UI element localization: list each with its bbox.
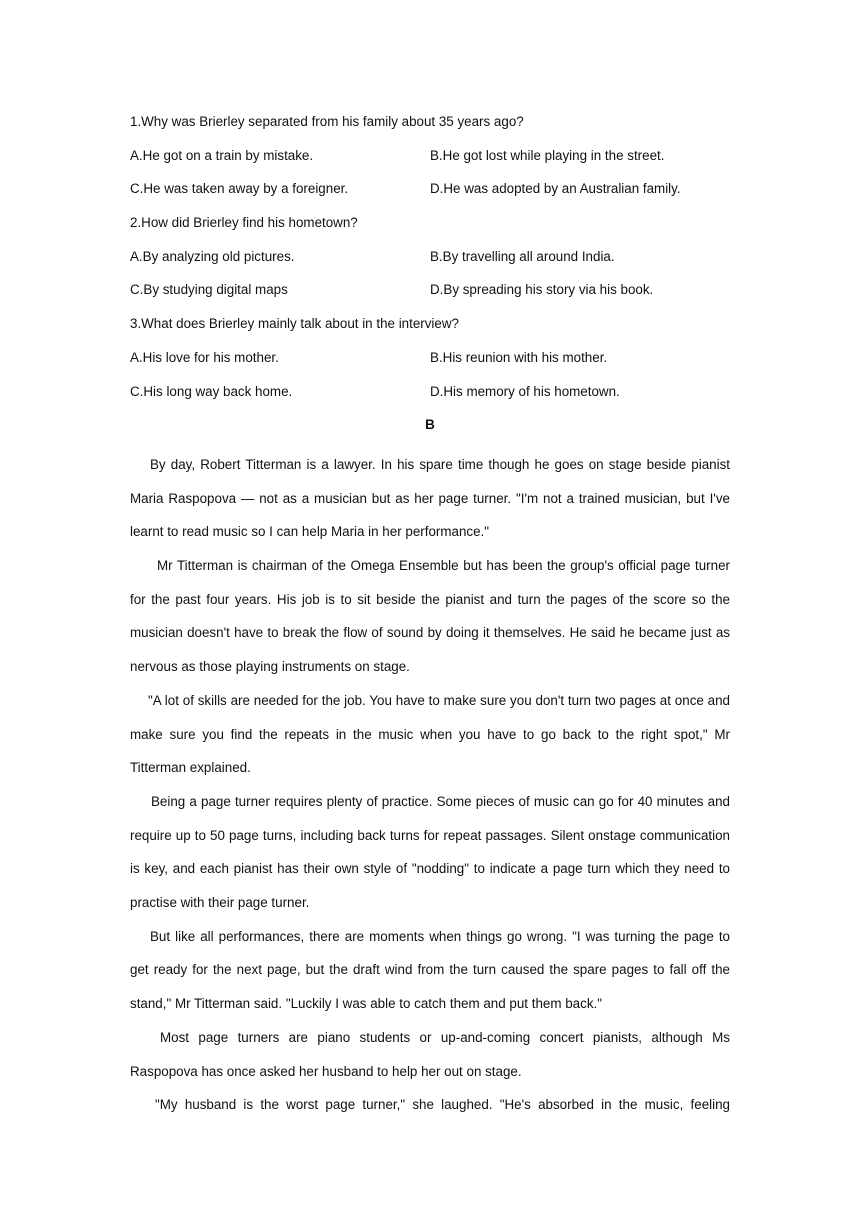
option-d: D.He was adopted by an Australian family. bbox=[430, 181, 681, 197]
paragraph: Most page turners are piano students or up-and-coming concert pianists, although Ms Raspopova has once asked her husband to help her out on stage. bbox=[130, 1029, 730, 1079]
question-1 bbox=[130, 111, 730, 212]
section-title: B bbox=[425, 417, 435, 433]
paragraph: By day, Robert Titterman is a lawyer. In his spare time though he goes on stage beside pianist Maria Raspopova — not as a musician but as her page turner. "I'm not a trained musician, but I've learnt to read music so I can help Maria in her performance." bbox=[130, 456, 730, 540]
option-row bbox=[130, 279, 730, 313]
question-2 bbox=[130, 212, 730, 313]
option-c: C.By studying digital maps bbox=[130, 282, 288, 298]
question-stem: 3.What does Brierley mainly talk about in the interview? bbox=[130, 316, 459, 332]
paragraph: But like all performances, there are moments when things go wrong. "I was turning the page to get ready for the next page, but the draft wind from the turn caused the spare pages to fall off the stand," Mr Titterman said. "Luckily I was able to catch them and put them back." bbox=[130, 928, 730, 1012]
paragraph: "A lot of skills are needed for the job. You have to make sure you don't turn two pages at once and make sure you find the repeats in the music when you have to go back to the right spot," Mr Titterman explained. bbox=[130, 692, 730, 776]
option-row bbox=[130, 347, 730, 381]
option-c: C.He was taken away by a foreigner. bbox=[130, 181, 349, 197]
question-stem: 1.Why was Brierley separated from his family about 35 years ago? bbox=[130, 114, 524, 129]
paragraph: Mr Titterman is chairman of the Omega Ensemble but has been the group's official page turner for the past four years. His job is to sit beside the pianist and turn the pages of the score so the musician doesn't have to break the flow of sound by doing it themselves. He said he became just as nervous as those playing instruments on stage. bbox=[130, 557, 730, 675]
option-a: A.He got on a train by mistake. bbox=[130, 147, 314, 163]
option-b: B.His reunion with his mother. bbox=[430, 349, 608, 365]
option-row bbox=[130, 246, 730, 280]
option-b: B.He got lost while playing in the street. bbox=[430, 147, 665, 163]
question-3 bbox=[130, 313, 730, 414]
question-stem: 2.How did Brierley find his hometown? bbox=[130, 215, 358, 231]
option-a: A.By analyzing old pictures. bbox=[130, 248, 295, 264]
paragraph: "My husband is the worst page turner," she laughed. "He's absorbed in the music, feeling bbox=[155, 1097, 730, 1113]
option-d: D.His memory of his hometown. bbox=[430, 383, 620, 399]
paragraph: Being a page turner requires plenty of practice. Some pieces of music can go for 40 minutes and require up to 50 page turns, including back turns for repeat passages. Silent onstage communication is key, and each pianist has their own style of "nodding" to indicate a page turn which they need to practise with their page turner. bbox=[130, 793, 730, 911]
option-d: D.By spreading his story via his book. bbox=[430, 282, 654, 298]
option-c: C.His long way back home. bbox=[130, 383, 293, 399]
document-content bbox=[130, 111, 730, 1122]
option-row bbox=[130, 145, 730, 179]
option-a: A.His love for his mother. bbox=[130, 349, 279, 365]
option-b: B.By travelling all around India. bbox=[430, 248, 615, 264]
option-row bbox=[130, 178, 730, 212]
option-row bbox=[130, 381, 730, 415]
